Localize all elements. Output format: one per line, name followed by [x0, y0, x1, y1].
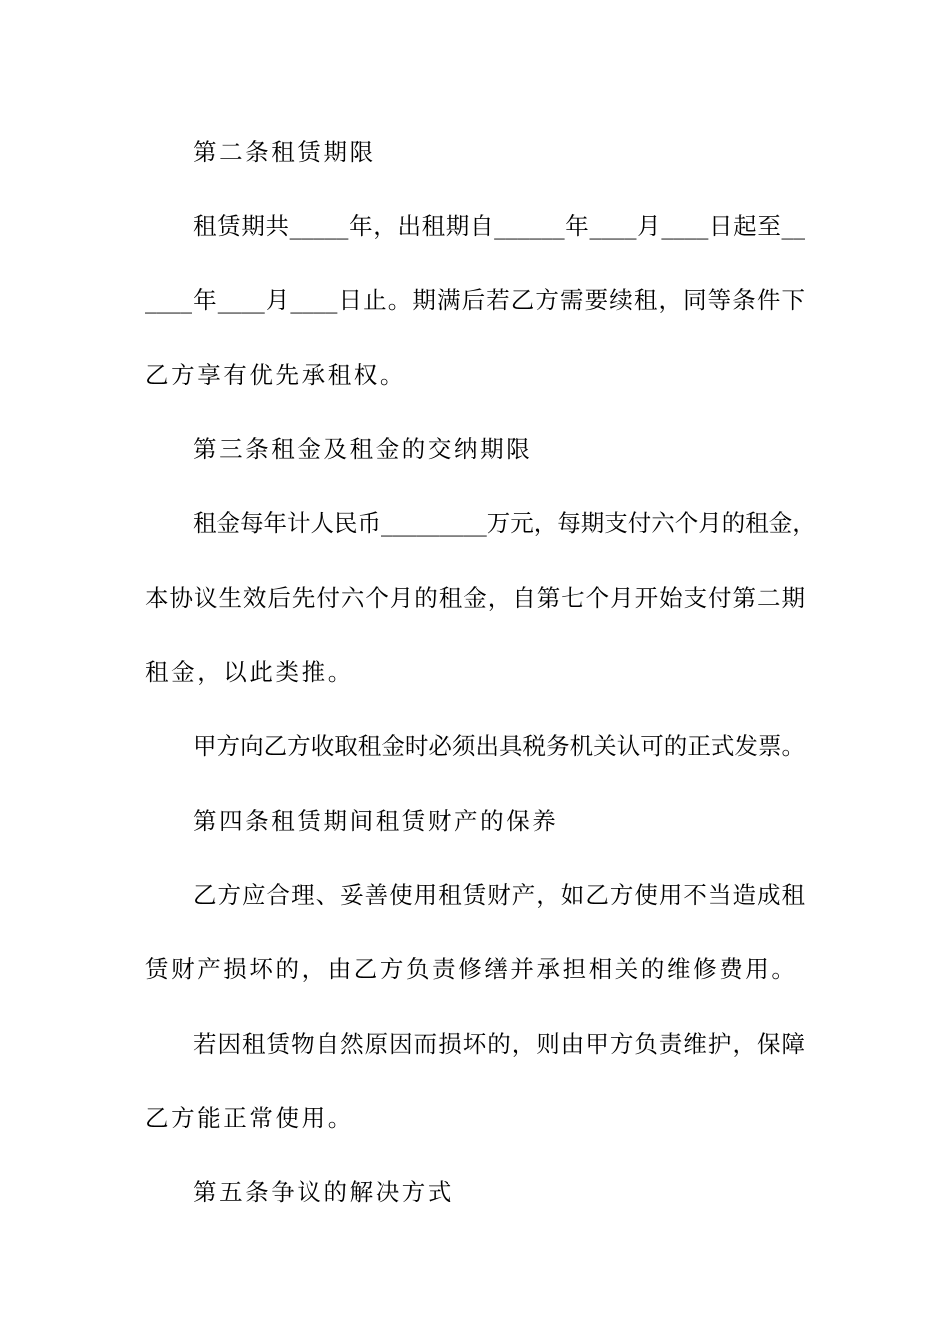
paragraph-line: ____年____月____日止。期满后若乙方需要续租，同等条件下: [145, 286, 805, 314]
section-heading-dispute: 第五条争议的解决方式: [193, 1178, 454, 1206]
paragraph-line: 甲方向乙方收取租金时必须出具税务机关认可的正式发票。: [193, 732, 805, 760]
paragraph-line: 租金每年计人民币_________万元，每期支付六个月的租金，: [193, 509, 816, 537]
section-heading-rent: 第三条租金及租金的交纳期限: [193, 435, 533, 463]
section-heading-term: 第二条租赁期限: [193, 138, 376, 166]
paragraph-line: 乙方应合理、妥善使用租赁财产，如乙方使用不当造成租: [193, 881, 805, 909]
section-heading-maintenance: 第四条租赁期间租赁财产的保养: [193, 807, 559, 835]
paragraph-line: 租赁期共_____年，出租期自______年____月____日起至__: [193, 212, 805, 240]
paragraph-line: 租金，以此类推。: [145, 658, 354, 686]
paragraph-line: 若因租赁物自然原因而损坏的，则由甲方负责维护，保障: [193, 1030, 805, 1058]
paragraph-line: 本协议生效后先付六个月的租金，自第七个月开始支付第二期: [145, 584, 805, 612]
paragraph-line: 乙方能正常使用。: [145, 1104, 354, 1132]
paragraph-line: 乙方享有优先承租权。: [145, 361, 406, 389]
paragraph-line: 赁财产损坏的，由乙方负责修缮并承担相关的维修费用。: [145, 955, 798, 983]
